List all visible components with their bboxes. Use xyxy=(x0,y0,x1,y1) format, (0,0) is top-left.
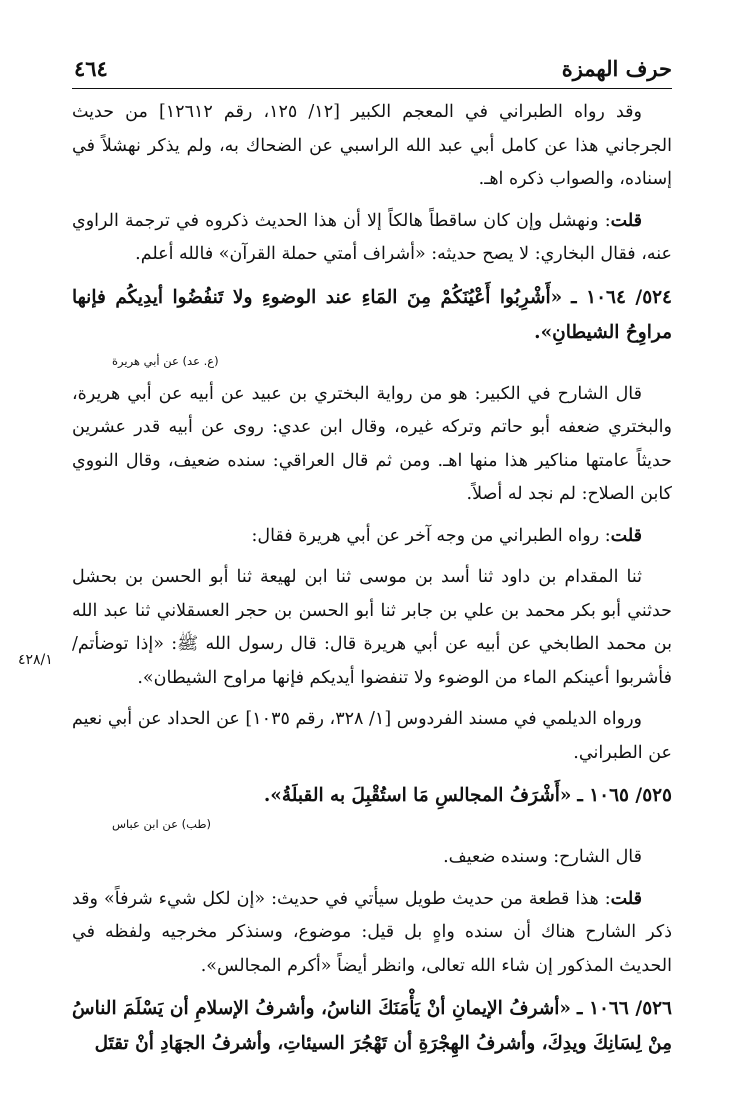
paragraph-text: : ونهشل وإن كان ساقطاً هالكاً إلا أن هذا الحديث ذكروه في ترجمة الراوي عنه، فقال البخاري: لا يصح حديثه: «أشراف أمتي حملة القرآن» فالله أعلم. xyxy=(72,210,672,264)
page-number: ٤٦٤ xyxy=(74,56,108,81)
margin-note: ٤٢٨/١ xyxy=(18,652,53,668)
hadith-source: (ع. عد) عن أبي هريرة xyxy=(112,353,219,368)
paragraph-text: : هذا قطعة من حديث طويل سيأتي في حديث: «إن لكل شيء شرفاً» وقد ذكر الشارح هناك أن سنده واهٍ بل قيل: موضوع، وسنذكر مخرجيه ولفظه في الحديث المذكور إن شاء الله تعالى، وانظر أيضاً «أكرم المجالس». xyxy=(72,888,672,976)
paragraph-sharih-weak: قال الشارح: وسنده ضعيف. xyxy=(443,847,642,867)
paragraph-qultu-fragment xyxy=(72,883,672,984)
hadith-number: ٥٢٦/ ١٠٦٦ ـ xyxy=(577,998,672,1019)
header-rule xyxy=(72,88,672,89)
chapter-title: حرف الهمزة xyxy=(561,56,672,81)
paragraph-qultu-tabarani xyxy=(72,520,672,554)
hadith-entry-1066 xyxy=(72,991,672,1061)
qultu-label: قلت xyxy=(610,525,642,546)
hadith-text: «أشرفُ الإيمانِ أنْ يَأْمَنَكَ الناسُ، وأشرفُ الإسلامِ أن يَسْلَمَ الناسُ مِنْ لِسَانِكَ ويدِكَ، وأشرفُ الهِجْرَةِ أن تَهْجُرَ السيئاتِ، وأشرفُ الجهَادِ أنْ تقتَل xyxy=(72,998,672,1054)
hadith-text: «أَشْرَفُ المجالسِ مَا استُقْبِلَ به القبلَةُ». xyxy=(263,785,572,806)
paragraph-sharih-kabir: قال الشارح في الكبير: هو من رواية البختري بن عبيد عن أبيه عن أبي هريرة، والبختري ضعفه أبو حاتم وتركه غيره، وقال ابن عدي: روى عن أبيه قدر عشرين حديثاً عامتها مناكير هذا منها اهـ. ومن ثم قال العراقي: سنده ضعيف، وقال النووي كابن الصلاح: لم نجد له أصلاً. xyxy=(72,383,672,504)
paragraph-text: : رواه الطبراني من وجه آخر عن أبي هريرة فقال: xyxy=(251,525,611,546)
qultu-label: قلت xyxy=(610,210,642,231)
hadith-source: (طب) عن ابن عباس xyxy=(112,817,212,831)
paragraph-tabarani-narration: وقد رواه الطبراني في المعجم الكبير [١٢/ ١٢٥، رقم ١٢٦١٢] من حديث الجرجاني هذا عن كامل أبي عبد الله الراسبي عن الضحاك به، ولم يذكر نهشلاً في إسناده، والصواب ذكره اهـ. xyxy=(72,102,672,189)
page-header xyxy=(72,56,672,86)
paragraph-qultu-nahshal xyxy=(72,205,672,272)
hadith-entry-1065 xyxy=(72,778,672,813)
paragraph-daylami: ورواه الديلمي في مسند الفردوس [١/ ٣٢٨، رقم ١٠٣٥] عن الحداد عن أبي نعيم عن الطبراني. xyxy=(72,709,672,763)
hadith-entry-1064 xyxy=(72,280,672,350)
qultu-label: قلت xyxy=(610,888,642,909)
page-body xyxy=(72,96,672,1065)
paragraph-isnad: ثنا المقدام بن داود ثنا أسد بن موسى ثنا ابن لهيعة ثنا أبو الحسن بن بحشل حدثني أبو بكر محمد بن علي بن جابر ثنا أبو الحسن بن حجر العسقلاني ثنا عبد الله بن محمد الطابخي عن أبيه عن أبي هريرة قال: قال رسول الله ﷺ: «إذا توضأتم/ فأشربوا أعينكم الماء من الوضوء ولا تنفضوا أيديكم فإنها مراوح الشيطان». xyxy=(72,567,672,688)
hadith-text: «أَشْرِبُوا أَعْيُنَكُمْ مِنَ المَاءِ عند الوضوءِ ولا تَنفُضُوا أيدِيكُم فإنها مراوِحُ الشيطانِ». xyxy=(72,286,672,343)
hadith-number: ٥٢٤/ ١٠٦٤ ـ xyxy=(571,286,672,308)
hadith-number: ٥٢٥/ ١٠٦٥ ـ xyxy=(577,785,672,806)
